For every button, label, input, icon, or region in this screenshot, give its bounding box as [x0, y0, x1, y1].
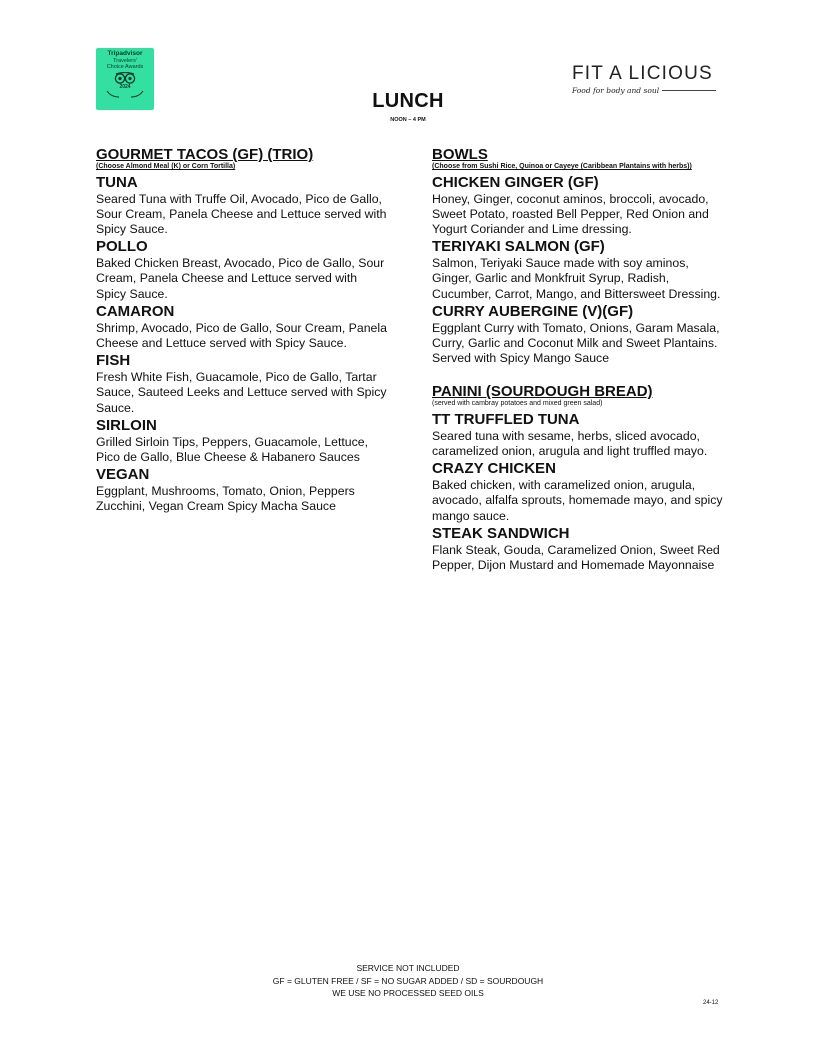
item-description: Baked Chicken Breast, Avocado, Pico de Gallo, Sour Cream, Panela Cheese and Lettuce served with Spicy Sauce. [96, 256, 385, 301]
menu-item [96, 303, 388, 351]
item-name: CHICKEN GINGER (GF) [432, 173, 599, 191]
item-name: TERIYAKI SALMON (GF) [432, 238, 605, 256]
menu-title: LUNCH [372, 90, 444, 112]
bowls-section [432, 146, 724, 366]
right-column [432, 146, 724, 573]
item-description: Flank Steak, Gouda, Caramelized Onion, Sweet Red Pepper, Dijon Mustard and Homemade Mayonnaise [432, 542, 720, 573]
item-description: Baked chicken, with caramelized onion, arugula, avocado, alfalfa sprouts, homemade mayo, and spicy mango sauce. [432, 478, 723, 523]
item-name: VEGAN [96, 466, 150, 484]
brand-tagline: Food for body and soul [572, 86, 660, 95]
menu-hours: NOON – 4 PM [390, 117, 426, 123]
footer-service: SERVICE NOT INCLUDED [356, 963, 460, 973]
menu-item [96, 238, 388, 302]
section-title: BOWLS [432, 146, 488, 163]
document-code: 24-12 [703, 1000, 719, 1006]
menu-item [432, 525, 724, 573]
badge-year: 2024 [119, 83, 131, 90]
item-description: Eggplant, Mushrooms, Tomato, Onion, Peppers Zucchini, Vegan Cream Spicy Macha Sauce [96, 484, 355, 514]
panini-section [432, 383, 724, 573]
menu-item [432, 238, 724, 302]
menu-item [432, 174, 724, 238]
section-note: (served with cambray potatoes and mixed green salad) [432, 400, 603, 408]
menu-item [96, 352, 388, 416]
item-description: Shrimp, Avocado, Pico de Gallo, Sour Cream, Panela Cheese and Lettuce served with Spicy Sauce. [96, 320, 387, 350]
badge-line-awards: Choice Awards [106, 63, 144, 70]
item-description: Salmon, Teriyaki Sauce made with soy aminos, Ginger, Garlic and Monkfruit Syrup, Radish, Cucumber, Carrot, Mango, and Bittersweet Dressing. [432, 256, 721, 301]
menu-item [432, 460, 724, 524]
item-description: Eggplant Curry with Tomato, Onions, Garam Masala, Curry, Garlic and Coconut Milk and Sweet Plantains. Served with Spicy Mango Sauce [432, 320, 720, 366]
section-title: GOURMET TACOS (GF) (TRIO) [96, 146, 314, 163]
item-description: Fresh White Fish, Guacamole, Pico de Gallo, Tartar Sauce, Sauteed Leeks and Lettuce served with Spicy Sauce. [96, 370, 387, 415]
section-note: (Choose from Sushi Rice, Quinoa or Cayeye (Caribbean Plantains with herbs)) [432, 163, 692, 170]
item-description: Honey, Ginger, coconut aminos, broccoli, avocado, Sweet Potato, roasted Bell Pepper, Red Onion and Yogurt Coriander and Lime dressing. [432, 191, 709, 236]
menu-item [96, 417, 388, 465]
section-title: PANINI (SOURDOUGH BREAD) [432, 383, 653, 401]
item-name: POLLO [96, 238, 148, 256]
item-description: Seared Tuna with Truffe Oil, Avocado, Pico de Gallo, Sour Cream, Panela Cheese and Lettuce served with Spicy Sauce. [96, 191, 387, 236]
menu-item [96, 466, 388, 514]
item-name: CAMARON [96, 302, 175, 320]
menu-item [432, 303, 724, 367]
menu-item [96, 174, 388, 238]
item-name: CURRY AUBERGINE (V)(GF) [432, 302, 634, 320]
footer [0, 962, 816, 1000]
menu-item [432, 411, 724, 459]
item-description: Seared tuna with sesame, herbs, sliced avocado, caramelized onion, arugula and light truffled mayo. [432, 428, 708, 459]
item-description: Grilled Sirloin Tips, Peppers, Guacamole, Lettuce, Pico de Gallo, Blue Cheese & Habanero Sauces [96, 434, 369, 464]
item-name: STEAK SANDWICH [432, 524, 570, 542]
section-note: (Choose Almond Meal (K) or Corn Tortilla) [96, 163, 236, 170]
badge-line-travelers: Travelers' [113, 57, 137, 64]
item-name: FISH [96, 352, 131, 370]
item-name: TUNA [96, 173, 138, 191]
item-name: CRAZY CHICKEN [432, 460, 556, 478]
tacos-section [96, 146, 388, 515]
badge-brand: Tripadvisor [107, 50, 143, 57]
tripadvisor-owl-icon [114, 72, 136, 84]
footer-oils: WE USE NO PROCESSED SEED OILS [332, 988, 484, 998]
item-name: TT TRUFFLED TUNA [432, 410, 580, 428]
brand-name: FIT A LICIOUS [572, 63, 713, 84]
footer-legend: GF = GLUTEN FREE / SF = NO SUGAR ADDED / SD = SOURDOUGH [272, 975, 544, 986]
item-name: SIRLOIN [96, 416, 157, 434]
